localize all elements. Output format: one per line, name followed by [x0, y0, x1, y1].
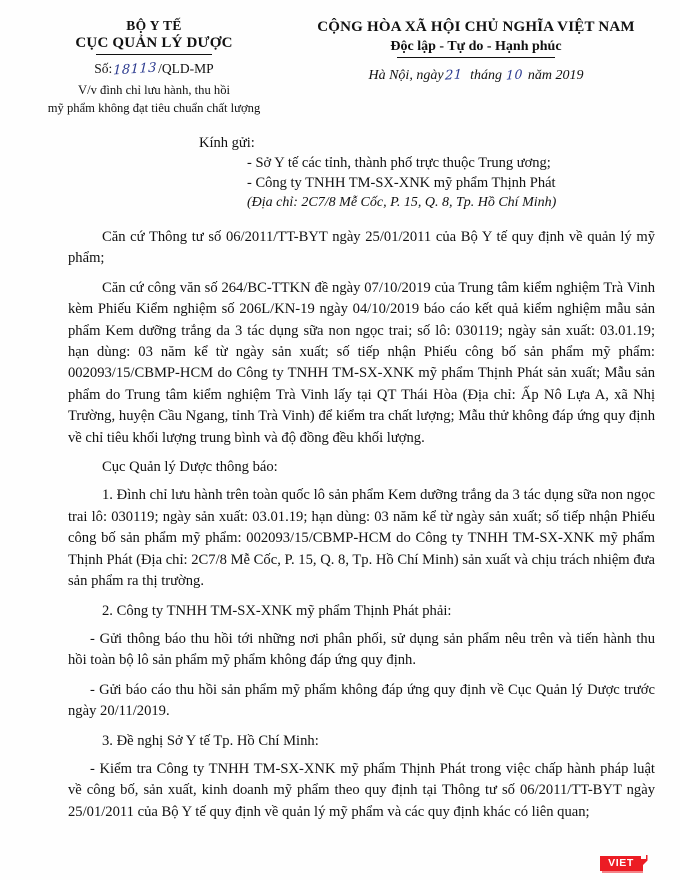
body-paragraph: 1. Đình chỉ lưu hành trên toàn quốc lô sản phẩm Kem dưỡng trắng da 3 tác dụng sữa non ngọc trai lô: 030119; ngày sản xuất: 03.01.19; hạn dùng: 03 năm kể từ ngày sản xuất; số tiếp nhận Phiếu công bố sản phẩm mỹ phẩm: 002093/15/CBMP-HCM do Công ty TNHH TM-SX-XNK mỹ phẩm Thịnh Phát (Địa chỉ: 2C7/8 Mễ Cốc, P. 15, Q. 8, Tp. Hồ Chí Minh) sản xuất và chịu trách nhiệm đưa sản phẩm ra thị trường.	[68, 487, 655, 590]
recipient-address: (Địa chỉ: 2C7/8 Mễ Cốc, P. 15, Q. 8, Tp. Hồ Chí Minh)	[247, 195, 557, 210]
date-day-handwritten: 21	[444, 67, 463, 84]
recipients-salutation: Kính gửi:	[199, 135, 255, 151]
body-paragraph: - Gửi báo cáo thu hồi sản phẩm mỹ phẩm không đáp ứng quy định về Cục Quản lý Dược trước ngày 20/11/2019.	[68, 681, 655, 720]
date-place: Hà Nội, ngày	[368, 68, 444, 83]
recipients-block	[0, 133, 680, 213]
header-issuer-block	[0, 17, 290, 116]
recipient-item: - Công ty TNHH TM-SX-XNK mỹ phẩm Thịnh Phát	[247, 175, 556, 191]
viet-watermark-label: VIET	[608, 857, 634, 869]
national-motto: Độc lập - Tự do - Hạnh phúc	[386, 37, 565, 57]
subject-line-2: mỹ phẩm không đạt tiêu chuẩn chất lượng	[47, 100, 261, 115]
date-month-handwritten: 10	[506, 66, 524, 83]
body-paragraph: 2. Công ty TNHH TM-SX-XNK mỹ phẩm Thịnh Phát phải:	[102, 602, 452, 619]
subject-line-1: V/v đình chỉ lưu hành, thu hồi	[78, 83, 230, 97]
document-header	[0, 0, 680, 116]
date-month-label: tháng	[470, 68, 502, 83]
recipients-list	[205, 153, 680, 213]
document-body	[0, 227, 680, 823]
ministry-name: BỘ Y TẾ	[126, 18, 182, 33]
body-paragraph: 3. Đề nghị Sở Y tế Tp. Hồ Chí Minh:	[102, 732, 319, 749]
document-number-handwritten: 18113	[113, 60, 158, 79]
body-paragraph: Căn cứ công văn số 264/BC-TTKN đề ngày 07/10/2019 của Trung tâm kiểm nghiệm Trà Vinh kèm Phiếu Kiểm nghiệm số 206L/KN-19 ngày 04/10/2019 báo cáo kết quả kiểm nghiệm mẫu sản phẩm Kem dưỡng trắng da 3 tác dụng sữa non ngọc trai; số lô: 030119; ngày sản xuất: 03.01.19; hạn dùng: 03 năm kể từ ngày sản xuất; số tiếp nhận Phiếu công bố sản phẩm mỹ phẩm: 002093/15/CBMP-HCM do Công ty TNHH TM-SX-XNK mỹ phẩm Thịnh Phát sản xuất; Mẫu sản phẩm do Trung tâm kiểm nghiệm Trà Vinh lấy tại QT Thái Hòa (Địa chỉ: Ấp Nô Lựa A, xã Nhị Trường, huyện Cầu Ngang, tỉnh Trà Vinh) để kiểm tra chất lượng; Mẫu thử không đáp ứng quy định về chỉ tiêu khối lượng trung bình và độ đồng đều khối lượng.	[68, 279, 655, 446]
body-paragraph: - Gửi thông báo thu hồi tới những nơi phân phối, sử dụng sản phẩm nêu trên và tiến hành thu hồi toàn bộ lô sản phẩm mỹ phẩm không đáp ứng quy định.	[68, 630, 655, 669]
document-number-suffix: /QLD-MP	[158, 61, 214, 76]
date-year-label: năm 2019	[527, 68, 584, 83]
date-line	[290, 64, 662, 87]
body-paragraph: Cục Quản lý Dược thông báo:	[102, 459, 278, 476]
body-paragraph: Căn cứ Thông tư số 06/2011/TT-BYT ngày 25/01/2011 của Bộ Y tế quy định về quản lý mỹ phẩm;	[68, 229, 655, 267]
department-name: CỤC QUẢN LÝ DƯỢC	[73, 34, 234, 54]
body-paragraph: - Kiểm tra Công ty TNHH TM-SX-XNK mỹ phẩm Thịnh Phát trong việc chấp hành pháp luật về công bố, sản xuất, kinh doanh mỹ phẩm theo quy định tại Thông tư số 06/2011/TT-BYT ngày 25/01/2011 của Bộ Y tế quy định về quản lý mỹ phẩm và các quy định khác có liên quan;	[68, 760, 655, 820]
recipient-item: - Sở Y tế các tỉnh, thành phố trực thuộc Trung ương;	[247, 155, 551, 171]
country-name: CỘNG HÒA XÃ HỘI CHỦ NGHĨA VIỆT NAM	[317, 19, 635, 35]
document-number-line	[18, 58, 290, 81]
header-national-block	[290, 17, 680, 116]
document-number-label: Số:	[94, 61, 113, 76]
viet-watermark-badge	[600, 855, 650, 875]
